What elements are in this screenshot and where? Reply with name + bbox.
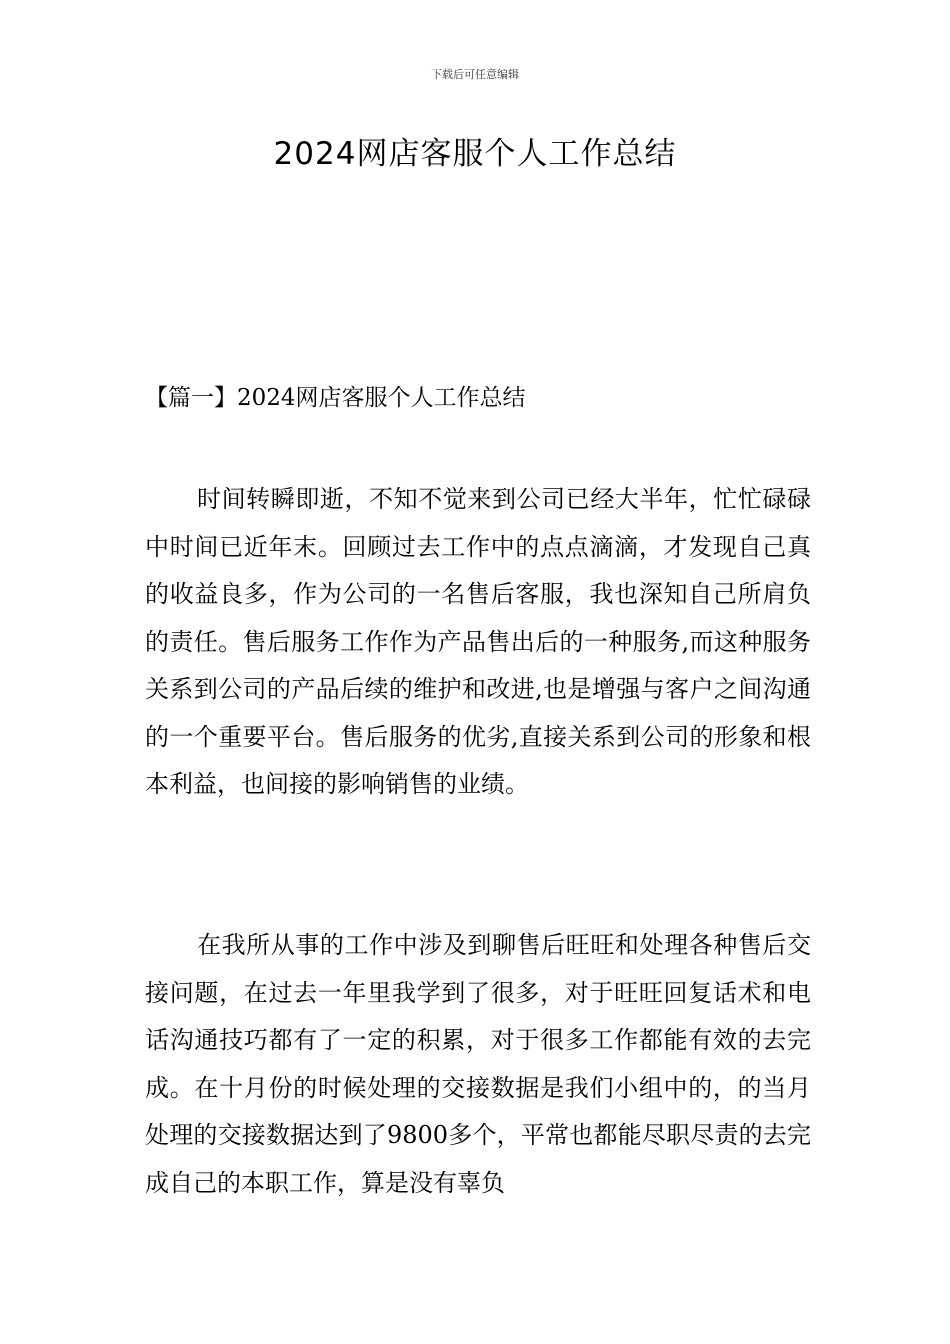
- document-title: 2024网店客服个人工作总结: [273, 136, 677, 172]
- header-note: 下载后可任意编辑: [431, 68, 519, 81]
- section-heading: 【篇一】2024网店客服个人工作总结: [145, 385, 526, 411]
- body-paragraph-1: 时间转瞬即逝，不知不觉来到公司已经大半年，忙忙碌碌中时间已近年末。回顾过去工作中的点点滴滴，才发现自己真的收益良多，作为公司的一名售后客服，我也深知自己所肩负的责任。售后服务工作作为产品售出后的一种服务,而这种服务关系到公司的产品后续的维护和改进,也是增强与客户之间沟通的一个重要平台。售后服务的优劣,直接关系到公司的形象和根本利益，也间接的影响销售的业绩。: [145, 485, 811, 798]
- body-paragraph-2: 在我所从事的工作中涉及到聊售后旺旺和处理各种售后交接问题，在过去一年里我学到了很多，对于旺旺回复话术和电话沟通技巧都有了一定的积累，对于很多工作都能有效的去完成。在十月份的时候处理的交接数据是我们小组中的，的当月处理的交接数据达到了9800多个，平常也都能尽职尽责的去完成自己的本职工作，算是没有辜负: [145, 931, 811, 1197]
